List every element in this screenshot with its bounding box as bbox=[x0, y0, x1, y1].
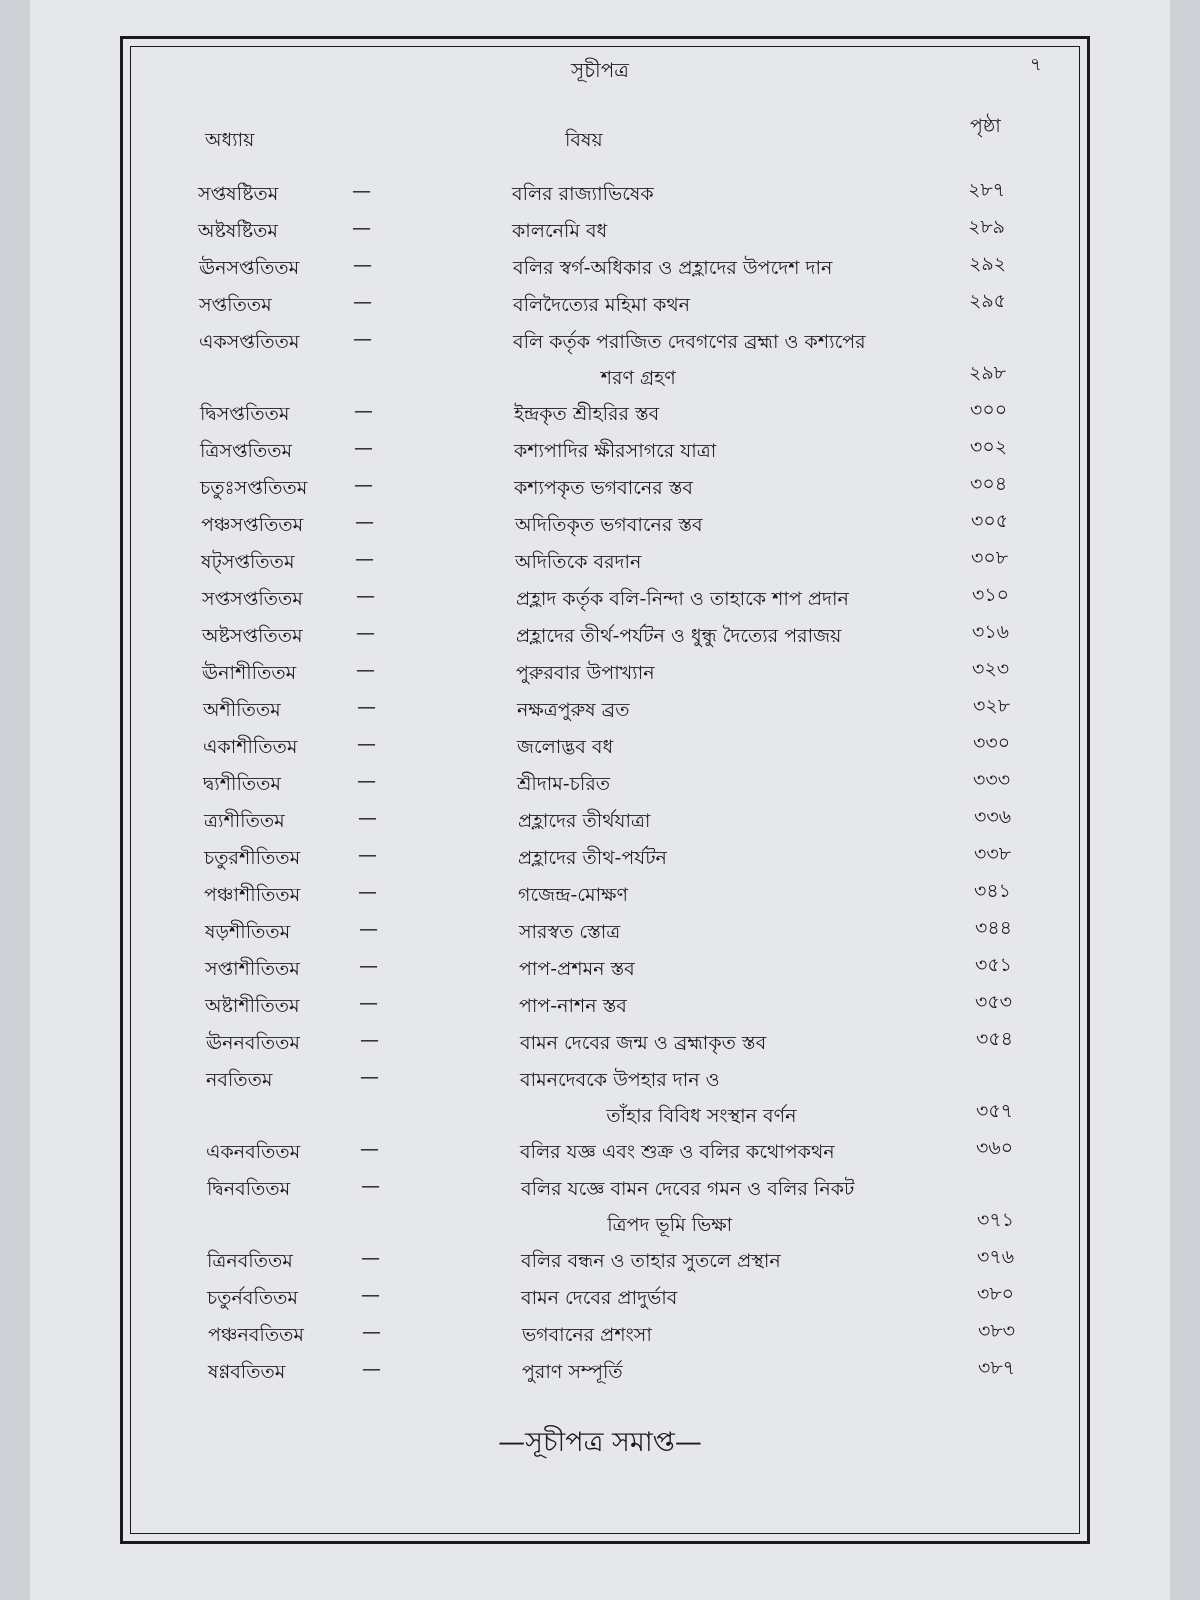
toc-row bbox=[0, 433, 1200, 470]
toc-page-number: ৩৫৪ bbox=[976, 1028, 1014, 1050]
toc-subject: পাপ-নাশন স্তব bbox=[519, 995, 627, 1017]
toc-subject: পুরাণ সম্পূর্তি bbox=[522, 1361, 623, 1383]
toc-page-number: ২৯৫ bbox=[969, 290, 1007, 312]
toc-dash: — bbox=[361, 1247, 380, 1269]
toc-chapter: সপ্তষষ্টিতম bbox=[198, 183, 279, 205]
toc-row bbox=[0, 324, 1200, 396]
toc-subject: সারস্বত স্তোত্র bbox=[519, 921, 621, 943]
toc-page-number: ৩৮৩ bbox=[978, 1320, 1016, 1342]
toc-page-number: ৩১৬ bbox=[972, 621, 1010, 643]
toc-page-number: ৩৪৪ bbox=[975, 917, 1013, 939]
toc-dash: — bbox=[360, 1138, 379, 1160]
toc-row bbox=[0, 877, 1200, 914]
toc-row bbox=[0, 951, 1200, 988]
closing-line: —সূচীপত্র সমাপ্ত— bbox=[498, 1427, 702, 1458]
toc-chapter: ত্রিসপ্ততিতম bbox=[200, 440, 293, 462]
toc-row bbox=[0, 470, 1200, 507]
page-title: সূচীপত্র bbox=[571, 58, 629, 82]
toc-subject: বলির রাজ্যাভিষেক bbox=[512, 183, 654, 205]
toc-chapter: চতুঃসপ্ততিতম bbox=[200, 477, 308, 499]
toc-subject: বলির যজ্ঞ এবং শুক্র ও বলির কথোপকথন bbox=[520, 1141, 835, 1163]
toc-row bbox=[0, 766, 1200, 803]
toc-dash: — bbox=[354, 400, 373, 422]
toc-row bbox=[0, 544, 1200, 581]
toc-chapter: অষ্টসপ্ততিতম bbox=[202, 625, 303, 647]
toc-subject: ইন্দ্রকৃত শ্রীহরির স্তব bbox=[514, 403, 660, 425]
toc-page-number: ২৮৯ bbox=[968, 216, 1006, 238]
toc-dash: — bbox=[362, 1321, 381, 1343]
toc-dash: — bbox=[353, 291, 372, 313]
toc-subject: শ্রীদাম-চরিত bbox=[517, 773, 611, 795]
toc-dash: — bbox=[356, 585, 375, 607]
toc-chapter: একনবতিতম bbox=[206, 1141, 301, 1163]
toc-subject: কালনেমি বধ bbox=[512, 220, 608, 242]
toc-dash: — bbox=[352, 180, 371, 202]
toc-chapter: ঊননবতিতম bbox=[206, 1032, 300, 1054]
toc-chapter: ঊনাশীতিতম bbox=[202, 662, 297, 684]
toc-row bbox=[0, 655, 1200, 692]
toc-chapter: ষড়শীতিতম bbox=[205, 921, 291, 943]
toc-dash: — bbox=[360, 1029, 379, 1051]
toc-chapter: ত্র্যশীতিতম bbox=[204, 810, 285, 832]
toc-dash: — bbox=[356, 622, 375, 644]
toc-page-number: ৩০২ bbox=[970, 436, 1008, 458]
toc-dash: — bbox=[359, 918, 378, 940]
toc-subject: জলোদ্ভব বধ bbox=[517, 736, 614, 758]
toc-chapter: দ্বিসপ্ততিতম bbox=[200, 403, 290, 425]
toc-subject: বলি কর্তৃক পরাজিত দেবগণের ব্রহ্মা ও কশ্যপের bbox=[513, 331, 866, 353]
toc-dash: — bbox=[359, 992, 378, 1014]
toc-subject: বলির যজ্ঞে বামন দেবের গমন ও বলির নিকট bbox=[521, 1178, 855, 1200]
toc-page-number: ৩৫৩ bbox=[975, 991, 1013, 1013]
toc-chapter: পঞ্চসপ্ততিতম bbox=[201, 514, 304, 536]
toc-chapter: একসপ্ততিতম bbox=[199, 331, 300, 353]
toc-subject: নক্ষত্রপুরুষ ব্রত bbox=[517, 699, 630, 721]
toc-page-number: ৩৩৩ bbox=[973, 769, 1011, 791]
toc-page-number: ৩২৮ bbox=[973, 695, 1011, 717]
toc-subject: কশ্যপাদির ক্ষীরসাগরে যাত্রা bbox=[514, 440, 717, 462]
toc-subject: প্রহ্লাদের তীর্থযাত্রা bbox=[518, 810, 651, 832]
toc-page-number: ২৯২ bbox=[969, 253, 1007, 275]
toc-chapter: ষণ্ণবতিতম bbox=[208, 1361, 286, 1383]
toc-row bbox=[0, 396, 1200, 433]
toc-dash: — bbox=[359, 955, 378, 977]
toc-row bbox=[0, 1025, 1200, 1062]
toc-dash: — bbox=[361, 1284, 380, 1306]
toc-dash: — bbox=[361, 1175, 380, 1197]
column-header-subject: বিষয় bbox=[565, 129, 603, 151]
toc-dash: — bbox=[358, 881, 377, 903]
toc-page-number: ৩০৫ bbox=[971, 510, 1009, 532]
toc-dash: — bbox=[357, 733, 376, 755]
toc-subject: বামন দেবের প্রাদুর্ভাব bbox=[521, 1287, 678, 1309]
toc-page-number: ৩১০ bbox=[972, 584, 1010, 606]
toc-dash: — bbox=[355, 548, 374, 570]
toc-subject: কশ্যপকৃত ভগবানের স্তব bbox=[514, 477, 693, 499]
toc-row bbox=[0, 1280, 1200, 1317]
column-header-page: পৃষ্ঠা bbox=[970, 115, 1001, 137]
toc-page-number: ৩৫৭ bbox=[976, 1100, 1014, 1122]
toc-page-number: ৩৪১ bbox=[974, 880, 1012, 902]
toc-page-number: ৩০০ bbox=[970, 399, 1008, 421]
toc-subject: অদিতিকে বরদান bbox=[515, 551, 642, 573]
toc-row bbox=[0, 988, 1200, 1025]
toc-row bbox=[0, 176, 1200, 213]
page-number: ৭ bbox=[1030, 54, 1042, 75]
toc-dash: — bbox=[362, 1358, 381, 1380]
toc-page-number: ৩৭৬ bbox=[977, 1246, 1015, 1268]
toc-page-number: ৩০৮ bbox=[971, 547, 1009, 569]
toc-chapter: সপ্ততিতম bbox=[199, 294, 272, 316]
toc-dash: — bbox=[357, 770, 376, 792]
toc-page-number: ৩৫১ bbox=[975, 954, 1013, 976]
toc-row bbox=[0, 729, 1200, 766]
toc-dash: — bbox=[357, 696, 376, 718]
toc-dash: — bbox=[355, 511, 374, 533]
toc-row bbox=[0, 692, 1200, 729]
toc-dash: — bbox=[352, 217, 371, 239]
toc-chapter: একাশীতিতম bbox=[203, 736, 298, 758]
toc-subject: প্রহ্লাদের তীথ-পর্যটন bbox=[518, 847, 667, 869]
toc-chapter: চতুরশীতিতম bbox=[204, 847, 301, 869]
toc-page-number: ৩৩৮ bbox=[974, 843, 1012, 865]
toc-chapter: অষ্টষষ্টিতম bbox=[198, 220, 278, 242]
toc-dash: — bbox=[358, 844, 377, 866]
toc-subject: পাপ-প্রশমন স্তব bbox=[519, 958, 635, 980]
toc-row bbox=[0, 507, 1200, 544]
toc-chapter: দ্ব্যশীতিতম bbox=[203, 773, 281, 795]
toc-dash: — bbox=[360, 1066, 379, 1088]
toc-chapter: সপ্তাশীতিতম bbox=[205, 958, 300, 980]
toc-subject: বলির বন্ধন ও তাহার সুতলে প্রস্থান bbox=[521, 1250, 781, 1272]
toc-page-number: ৩৮৭ bbox=[978, 1357, 1016, 1379]
toc-row bbox=[0, 914, 1200, 951]
toc-chapter: ত্রিনবতিতম bbox=[207, 1250, 293, 1272]
toc-page-number: ৩২৩ bbox=[972, 658, 1010, 680]
toc-subject: বলির স্বর্গ-অধিকার ও প্রহ্লাদের উপদেশ দান bbox=[513, 257, 833, 279]
toc-dash: — bbox=[356, 659, 375, 681]
toc-dash: — bbox=[353, 254, 372, 276]
toc-subject: বামন দেবের জন্ম ও ব্রহ্মাকৃত স্তব bbox=[520, 1032, 767, 1054]
toc-subject: ভগবানের প্রশংসা bbox=[522, 1324, 652, 1346]
toc-dash: — bbox=[358, 807, 377, 829]
toc-page-number: ২৯৮ bbox=[969, 362, 1007, 384]
toc-row bbox=[0, 1354, 1200, 1391]
toc-chapter: ঊনসপ্ততিতম bbox=[199, 257, 300, 279]
toc-subject-continued: শরণ গ্রহণ bbox=[600, 367, 676, 389]
toc-chapter: চতুর্নবতিতম bbox=[207, 1287, 298, 1309]
table-of-contents bbox=[0, 176, 1200, 1391]
toc-dash: — bbox=[354, 437, 373, 459]
toc-subject: প্রহ্লাদের তীর্থ-পর্যটন ও ধুন্ধু দৈত্যের পরাজয় bbox=[516, 625, 842, 647]
toc-chapter: অশীতিতম bbox=[203, 699, 281, 721]
toc-chapter: পঞ্চাশীতিতম bbox=[204, 884, 301, 906]
toc-dash: — bbox=[353, 328, 372, 350]
toc-chapter: নবতিতম bbox=[206, 1069, 273, 1091]
toc-row bbox=[0, 840, 1200, 877]
toc-page-number: ৩৮০ bbox=[977, 1283, 1015, 1305]
toc-subject: গজেন্দ্র-মোক্ষণ bbox=[518, 884, 628, 906]
toc-page-number: ৩৩৬ bbox=[974, 806, 1012, 828]
toc-subject: পুরুরবার উপাখ্যান bbox=[516, 662, 655, 684]
toc-chapter: সপ্তসপ্ততিতম bbox=[202, 588, 303, 610]
toc-page-number: ৩০৪ bbox=[970, 473, 1008, 495]
toc-row bbox=[0, 1317, 1200, 1354]
toc-subject-continued: ত্রিপদ ভূমি ভিক্ষা bbox=[607, 1214, 733, 1236]
toc-row bbox=[0, 1062, 1200, 1134]
toc-row bbox=[0, 803, 1200, 840]
toc-subject: অদিতিকৃত ভগবানের স্তব bbox=[515, 514, 703, 536]
column-header-chapter: অধ্যায় bbox=[205, 129, 255, 151]
toc-row bbox=[0, 1134, 1200, 1171]
toc-row bbox=[0, 1243, 1200, 1280]
toc-chapter: পঞ্চনবতিতম bbox=[208, 1324, 304, 1346]
toc-row bbox=[0, 213, 1200, 250]
toc-page-number: ২৮৭ bbox=[968, 179, 1006, 201]
toc-dash: — bbox=[354, 474, 373, 496]
toc-page-number: ৩৭১ bbox=[977, 1209, 1015, 1231]
toc-row bbox=[0, 250, 1200, 287]
toc-page-number: ৩৬০ bbox=[976, 1137, 1014, 1159]
toc-row bbox=[0, 618, 1200, 655]
toc-row bbox=[0, 287, 1200, 324]
toc-subject: প্রহ্লাদ কর্তৃক বলি-নিন্দা ও তাহাকে শাপ প্রদান bbox=[516, 588, 849, 610]
toc-row bbox=[0, 581, 1200, 618]
toc-subject: বামনদেবকে উপহার দান ও bbox=[520, 1069, 720, 1091]
toc-chapter: দ্বিনবতিতম bbox=[207, 1178, 291, 1200]
toc-subject: বলিদৈত্যের মহিমা কথন bbox=[513, 294, 691, 316]
toc-row bbox=[0, 1171, 1200, 1243]
toc-chapter: ষট্‌সপ্ততিতম bbox=[201, 551, 295, 573]
toc-chapter: অষ্টাশীতিতম bbox=[205, 995, 300, 1017]
toc-page-number: ৩৩০ bbox=[973, 732, 1011, 754]
toc-subject-continued: তাঁহার বিবিধ সংস্থান বর্ণন bbox=[606, 1105, 797, 1127]
